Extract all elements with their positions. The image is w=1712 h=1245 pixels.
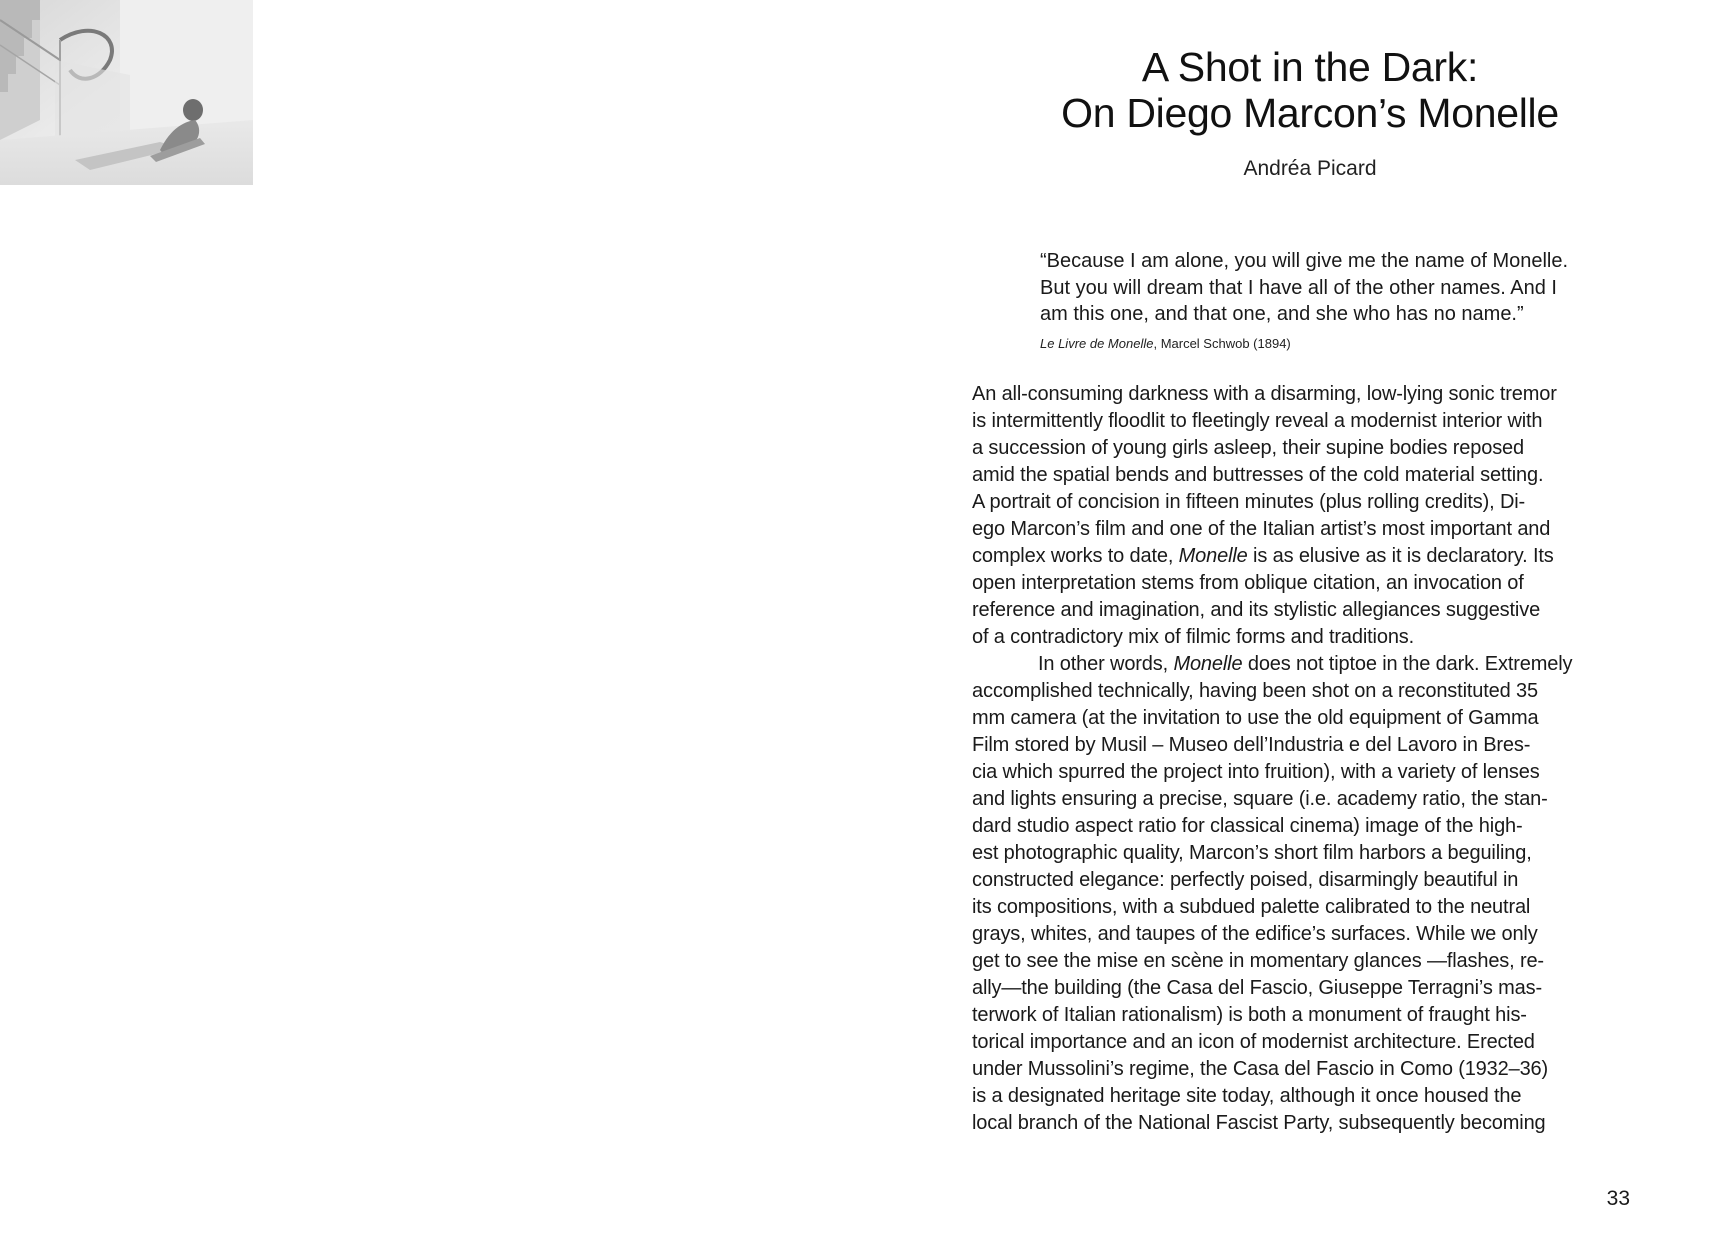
article-title bbox=[960, 44, 1660, 136]
epigraph-source-author: , Marcel Schwob (1894) bbox=[1153, 335, 1291, 351]
body-line: mm camera (at the invitation to use the old equipment of Gamma bbox=[972, 707, 1539, 729]
body-line: amid the spatial bends and buttresses of the cold material setting. bbox=[972, 464, 1544, 486]
body-line: dard studio aspect ratio for classical cinema) image of the high- bbox=[972, 815, 1523, 837]
body-line: terwork of Italian rationalism) is both a monument of fraught his- bbox=[972, 1004, 1527, 1026]
epigraph bbox=[1040, 248, 1640, 352]
body-line: its compositions, with a subdued palette calibrated to the neutral bbox=[972, 896, 1531, 918]
epigraph-quote bbox=[1040, 248, 1640, 328]
body-line: ego Marcon’s film and one of the Italian artist’s most important and bbox=[972, 518, 1551, 540]
body-line: torical importance and an icon of modernist architecture. Erected bbox=[972, 1031, 1535, 1053]
body-line: cia which spurred the project into fruition), with a variety of lenses bbox=[972, 761, 1540, 783]
body-text-run: is as elusive as it is declaratory. Its bbox=[1247, 545, 1554, 567]
body-line: constructed elegance: perfectly poised, disarmingly beautiful in bbox=[972, 869, 1519, 891]
body-line: a succession of young girls asleep, their supine bodies reposed bbox=[972, 437, 1525, 459]
epigraph-line: “Because I am alone, you will give me the name of Monelle. bbox=[1040, 250, 1569, 272]
body-italic-title: Monelle bbox=[1178, 545, 1248, 567]
body-line: accomplished technically, having been shot on a reconstituted 35 bbox=[972, 680, 1538, 702]
body-line: is a designated heritage site today, although it once housed the bbox=[972, 1085, 1522, 1107]
epigraph-line: am this one, and that one, and she who has no name.” bbox=[1040, 303, 1524, 325]
body-line: is intermittently floodlit to fleetingly reveal a modernist interior with bbox=[972, 410, 1543, 432]
body-line: reference and imagination, and its stylistic allegiances suggestive bbox=[972, 599, 1541, 621]
epigraph-source-title: Le Livre de Monelle bbox=[1040, 335, 1154, 351]
body-text-run: does not tiptoe in the dark. Extremely bbox=[1242, 653, 1573, 675]
body-line: get to see the mise en scène in momentary glances —flashes, re- bbox=[972, 950, 1544, 972]
article-author: Andréa Picard bbox=[1243, 157, 1377, 180]
body-line: grays, whites, and taupes of the edifice’s surfaces. While we only bbox=[972, 923, 1538, 945]
body-italic-title: Monelle bbox=[1173, 653, 1243, 675]
body-line: local branch of the National Fascist Party, subsequently becoming bbox=[972, 1112, 1546, 1134]
body-line: ally—the building (the Casa del Fascio, Giuseppe Terragni’s mas- bbox=[972, 977, 1542, 999]
body-line bbox=[972, 543, 1662, 570]
article-title-line-1: A Shot in the Dark: bbox=[1141, 44, 1479, 90]
body-line: est photographic quality, Marcon’s short film harbors a beguiling, bbox=[972, 842, 1532, 864]
article-body bbox=[972, 381, 1662, 1137]
body-text-run: In other words, bbox=[1038, 653, 1174, 675]
body-line: A portrait of concision in fifteen minutes (plus rolling credits), Di- bbox=[972, 491, 1526, 513]
body-line: under Mussolini’s regime, the Casa del Fascio in Como (1932–36) bbox=[972, 1058, 1549, 1080]
epigraph-line: But you will dream that I have all of the other names. And I bbox=[1040, 276, 1557, 299]
body-line: An all-consuming darkness with a disarming, low-lying sonic tremor bbox=[972, 383, 1557, 405]
body-text-run: complex works to date, bbox=[972, 545, 1179, 567]
page-number: 33 bbox=[1606, 1187, 1630, 1210]
film-still-image bbox=[0, 0, 253, 185]
body-line: Film stored by Musil – Museo dell’Industria e del Lavoro in Bres- bbox=[972, 734, 1531, 756]
body-line-paragraph-start bbox=[972, 651, 1662, 678]
film-still-graphic bbox=[0, 0, 253, 185]
body-line: of a contradictory mix of filmic forms and traditions. bbox=[972, 626, 1415, 648]
article-title-line-2: On Diego Marcon’s Monelle bbox=[1061, 90, 1559, 136]
epigraph-source bbox=[1040, 336, 1640, 352]
article-header bbox=[960, 44, 1660, 182]
body-line: open interpretation stems from oblique citation, an invocation of bbox=[972, 572, 1524, 594]
body-line: and lights ensuring a precise, square (i.e. academy ratio, the stan- bbox=[972, 788, 1548, 810]
